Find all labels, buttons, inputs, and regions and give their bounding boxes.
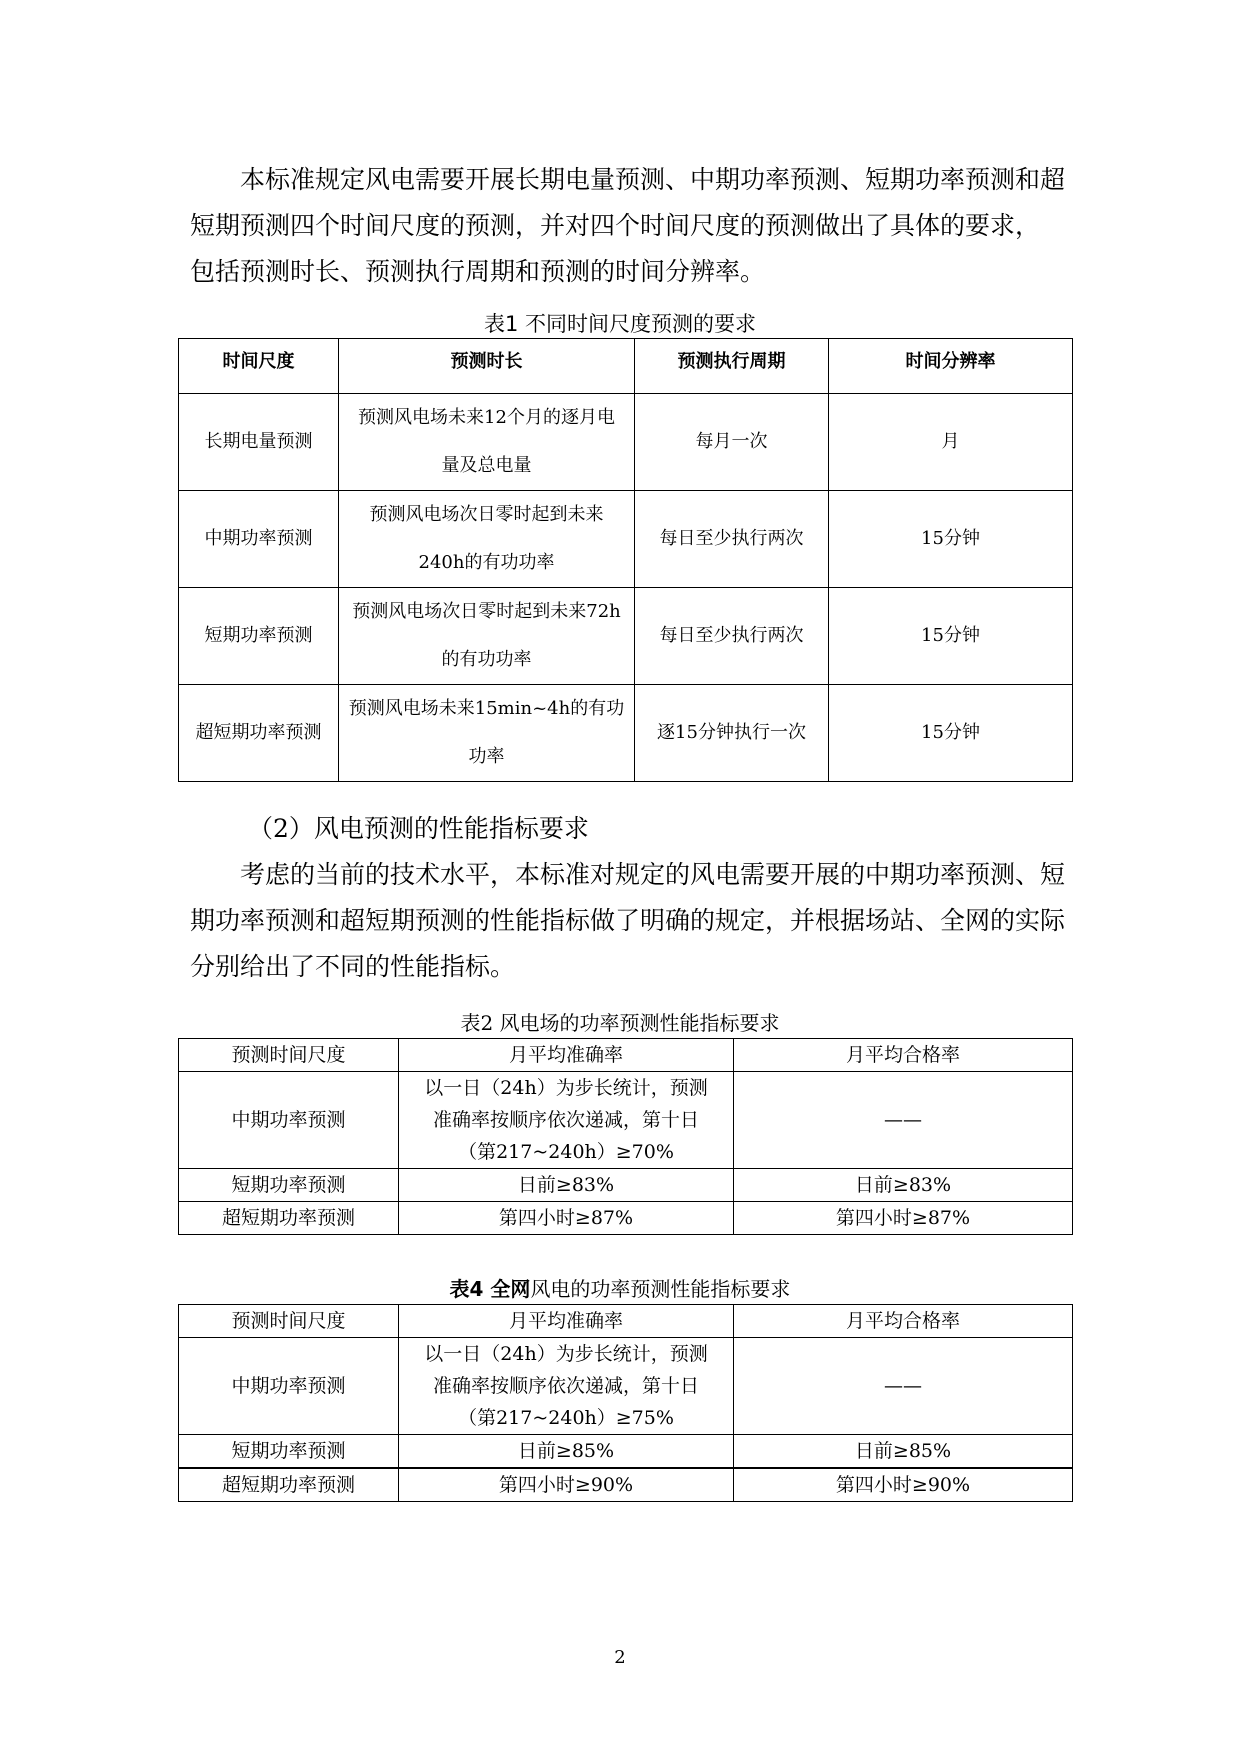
section2-line: 考虑的当前的技术水平，本标准对规定的风电需要开展的中期功率预测、短 xyxy=(240,860,1066,889)
duration-cell: 预测风电场未来12个月的逐月电 量及总电量 xyxy=(339,394,635,491)
table-row xyxy=(179,1202,1073,1235)
time-scale-cell: 中期功率预测 xyxy=(179,1338,399,1435)
resolution-cell: 15分钟 xyxy=(829,588,1073,685)
table4-caption-prefix: 表4 全网 xyxy=(449,1277,531,1301)
duration-cell: 预测风电场次日零时起到未来 240h的有功功率 xyxy=(339,491,635,588)
column-header: 时间分辨率 xyxy=(829,339,1073,394)
time-scale-cell: 短期功率预测 xyxy=(179,1169,399,1202)
intro-paragraph xyxy=(190,157,1066,295)
table2-farm-performance xyxy=(178,1038,1073,1235)
table-header-row xyxy=(179,339,1073,394)
table-row xyxy=(179,1169,1073,1202)
column-header: 月平均合格率 xyxy=(734,1039,1073,1072)
table-row xyxy=(179,685,1073,782)
accuracy-cell: 日前≥83% xyxy=(399,1169,734,1202)
column-header: 预测时间尺度 xyxy=(179,1039,399,1072)
resolution-cell: 15分钟 xyxy=(829,491,1073,588)
table-row xyxy=(179,394,1073,491)
time-scale-cell: 超短期功率预测 xyxy=(179,1202,399,1235)
accuracy-cell: 日前≥85% xyxy=(399,1435,734,1469)
accuracy-cell: 第四小时≥90% xyxy=(399,1468,734,1502)
time-scale-cell: 中期功率预测 xyxy=(179,1072,399,1169)
pass-rate-cell: —— xyxy=(734,1072,1073,1169)
table-row xyxy=(179,1435,1073,1469)
table-row xyxy=(179,1338,1073,1435)
time-scale-cell: 短期功率预测 xyxy=(179,588,339,685)
table-row xyxy=(179,1072,1073,1169)
table4-caption-text: 风电的功率预测性能指标要求 xyxy=(530,1277,791,1301)
section2-line: 分别给出了不同的性能指标。 xyxy=(190,952,516,981)
column-header: 预测时长 xyxy=(339,339,635,394)
table2-caption: 表2 风电场的功率预测性能指标要求 xyxy=(460,1011,780,1035)
duration-cell: 预测风电场未来15min~4h的有功 功率 xyxy=(339,685,635,782)
column-header: 预测执行周期 xyxy=(635,339,829,394)
time-scale-cell: 长期电量预测 xyxy=(179,394,339,491)
pass-rate-cell: 日前≥83% xyxy=(734,1169,1073,1202)
table-row xyxy=(179,491,1073,588)
table-row xyxy=(179,1468,1073,1502)
section2-line: 期功率预测和超短期预测的性能指标做了明确的规定，并根据场站、全网的实际 xyxy=(190,906,1066,935)
cycle-cell: 每日至少执行两次 xyxy=(635,491,829,588)
duration-cell: 预测风电场次日零时起到未来72h 的有功功率 xyxy=(339,588,635,685)
column-header: 预测时间尺度 xyxy=(179,1305,399,1338)
table1-time-scale-requirements xyxy=(178,338,1073,782)
time-scale-cell: 超短期功率预测 xyxy=(179,685,339,782)
cycle-cell: 每月一次 xyxy=(635,394,829,491)
pass-rate-cell: 第四小时≥90% xyxy=(734,1468,1073,1502)
column-header: 月平均准确率 xyxy=(399,1305,734,1338)
time-scale-cell: 短期功率预测 xyxy=(179,1435,399,1469)
accuracy-cell: 第四小时≥87% xyxy=(399,1202,734,1235)
pass-rate-cell: 第四小时≥87% xyxy=(734,1202,1073,1235)
page-number: 2 xyxy=(614,1647,626,1668)
column-header: 时间尺度 xyxy=(179,339,339,394)
intro-line: 本标准规定风电需要开展长期电量预测、中期功率预测、短期功率预测和超 xyxy=(240,165,1066,194)
section2-paragraph xyxy=(190,806,1066,990)
table4-caption xyxy=(0,1273,1240,1302)
cycle-cell: 逐15分钟执行一次 xyxy=(635,685,829,782)
resolution-cell: 月 xyxy=(829,394,1073,491)
accuracy-cell: 以一日（24h）为步长统计，预测 准确率按顺序依次递减，第十日 （第217~240h）≥70% xyxy=(399,1072,734,1169)
time-scale-cell: 中期功率预测 xyxy=(179,491,339,588)
table-header-row xyxy=(179,1039,1073,1072)
intro-line: 短期预测四个时间尺度的预测，并对四个时间尺度的预测做出了具体的要求， xyxy=(190,211,1041,240)
column-header: 月平均准确率 xyxy=(399,1039,734,1072)
table1-caption: 表1 不同时间尺度预测的要求 xyxy=(483,312,757,336)
table4-grid-performance xyxy=(178,1304,1073,1502)
resolution-cell: 15分钟 xyxy=(829,685,1073,782)
intro-line: 包括预测时长、预测执行周期和预测的时间分辨率。 xyxy=(190,257,766,286)
table-header-row xyxy=(179,1305,1073,1338)
column-header: 月平均合格率 xyxy=(734,1305,1073,1338)
accuracy-cell: 以一日（24h）为步长统计，预测 准确率按顺序依次递减，第十日 （第217~240h）≥75% xyxy=(399,1338,734,1435)
table-row xyxy=(179,588,1073,685)
cycle-cell: 每日至少执行两次 xyxy=(635,588,829,685)
pass-rate-cell: 日前≥85% xyxy=(734,1435,1073,1469)
section2-heading: （2）风电预测的性能指标要求 xyxy=(248,814,589,843)
time-scale-cell: 超短期功率预测 xyxy=(179,1468,399,1502)
pass-rate-cell: —— xyxy=(734,1338,1073,1435)
